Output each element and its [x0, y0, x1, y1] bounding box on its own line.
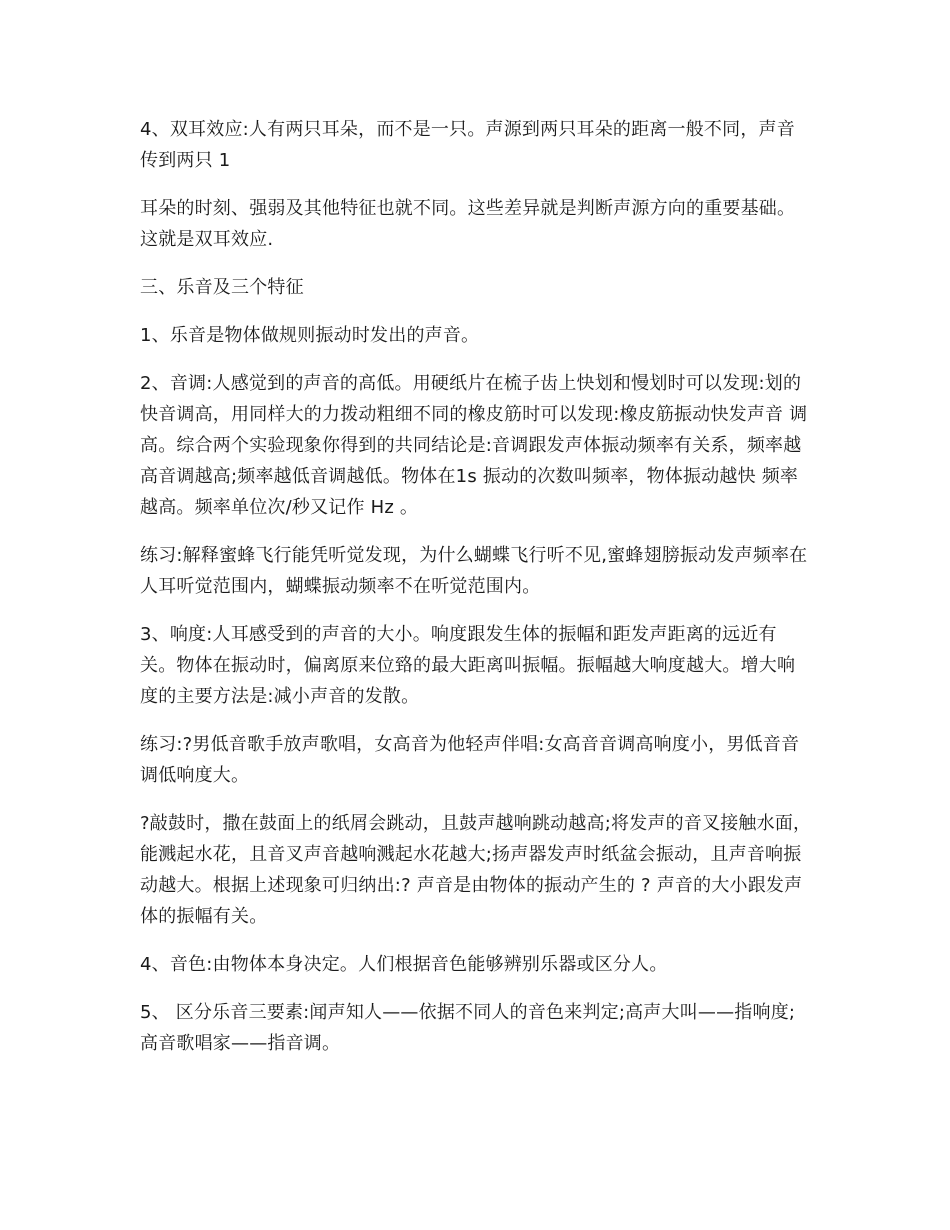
paragraph-exercise-singers: 练习:?男低音歌手放声歌唱，女高音为他轻声伴唱:女高音音调高响度小，男低音音调低响度大。 — [140, 734, 800, 786]
paragraph-binaural-effect-intro: 4、双耳效应:人有两只耳朵，而不是一只。声源到两只耳朵的距离一般不同，声音传到两只 1 — [140, 119, 795, 171]
paragraph-timbre: 4、音色:由物体本身决定。人们根据音色能够辨别乐器或区分人。 — [140, 954, 668, 975]
paragraph-loudness: 3、响度:人耳感受到的声音的大小。响度跟发生体的振幅和距发声距离的远近有关。物体在振动时，偏离原来位臵的最大距离叫振幅。振幅越大响度越大。增大响度的主要方法是:减小声音的发散。 — [140, 624, 796, 707]
paragraph-drum-tuning-fork: ?敲鼓时，撒在鼓面上的纸屑会跳动，且鼓声越响跳动越高;将发声的音叉接触水面，能溅起水花，且音叉声音越响溅起水花越大;扬声器发声时纸盆会振动，且声音响振动越大。根据上述现象可归纳出:? 声音是由物体的振动产生的 ? 声音的大小跟发声体的振幅有关。 — [140, 813, 812, 927]
paragraph-exercise-bee-butterfly: 练习:解释蜜蜂飞行能凭听觉发现，为什么蝴蝶飞行听不见,蜜蜂翅膀振动发声频率在人耳听觉范围内，蝴蝶振动频率不在听觉范围内。 — [140, 545, 808, 597]
paragraph-musical-tone-definition: 1、乐音是物体做规则振动时发出的声音。 — [140, 325, 480, 346]
section-heading-musical-tone: 三、乐音及三个特征 — [140, 277, 304, 298]
paragraph-three-elements: 5、 区分乐音三要素:闻声知人——依据不同人的音色来判定;高声大叫——指响度;高音歌唱家——指音调。 — [140, 1002, 796, 1054]
paragraph-pitch: 2、音调:人感觉到的声音的高低。用硬纸片在梳子齿上快划和慢划时可以发现:划的快音调高，用同样大的力拨动粗细不同的橡皮筋时可以发现:橡皮筋振动快发声音 调高。综合两个实验现象你得到的共同结论是:音调跟发声体振动频率有关系，频率越高音调越高;频率越低音调越低。物体在1s 振动的次数叫频率，物体振动越快 频率越高。频率单位次/秒又记作 Hz 。 — [140, 373, 808, 518]
paragraph-binaural-effect-continued: 耳朵的时刻、强弱及其他特征也就不同。这些差异就是判断声源方向的重要基础。这就是双耳效应. — [140, 198, 796, 250]
document-page — [140, 114, 812, 1076]
